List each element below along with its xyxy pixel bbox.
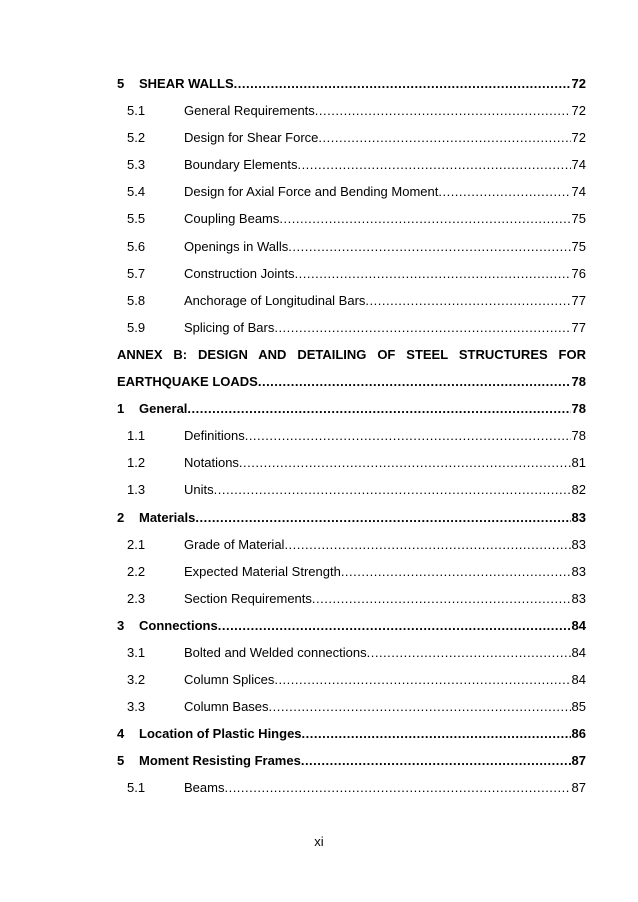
toc-leader-dots [438,178,570,205]
toc-page-number: 78 [571,374,586,390]
toc-leader-dots [258,368,571,395]
toc-annex-heading-continued[interactable] [117,368,586,395]
toc-title: Section Requirements [184,590,312,606]
toc-page-number: 82 [571,482,586,498]
toc-number: 5.4 [127,184,146,200]
toc-leader-dots [315,97,571,124]
toc-page-number: 74 [571,157,586,173]
toc-title: Grade of Material [184,536,285,552]
toc-section-shear-walls[interactable] [117,70,586,97]
toc-leader-dots [274,314,570,341]
toc-title: Beams [184,780,225,796]
toc-leader-dots [284,531,570,558]
toc-leader-dots [224,774,570,801]
toc-number: 5.9 [127,319,146,335]
toc-subsection[interactable] [117,178,586,205]
page-footer-number: xi [314,834,324,849]
toc-number: 5.3 [127,157,146,173]
toc-page-number: 72 [571,76,586,91]
toc-number: 5 [117,753,125,769]
toc-page-number: 83 [571,509,586,525]
toc-leader-dots [279,205,570,232]
toc-number: 3.2 [127,672,146,688]
toc-title: Moment Resisting Frames [139,753,301,769]
toc-subsection[interactable] [117,585,586,612]
toc-page-number: 72 [571,130,586,146]
toc-number: 5.5 [127,211,146,227]
toc-page-number: 84 [571,644,586,660]
toc-title: Design for Shear Force [184,130,319,146]
toc-subsection[interactable] [117,531,586,558]
toc-leader-dots [187,395,570,422]
toc-page-number: 81 [571,455,586,471]
toc-page-number: 76 [571,265,586,281]
toc-number: 2 [117,509,125,525]
toc-number: 1.3 [127,482,146,498]
toc-subsection[interactable] [117,666,586,693]
toc-page-number: 84 [571,617,586,633]
toc-title: Materials [139,509,196,525]
toc-leader-dots [288,233,570,260]
toc-section-moment-frames[interactable] [117,747,586,774]
toc-number: 5 [117,76,125,91]
toc-leader-dots [341,558,571,585]
toc-page-number: 84 [571,672,586,688]
toc-leader-dots [295,260,571,287]
toc-leader-dots [365,287,570,314]
toc-leader-dots [297,151,570,178]
toc-page-number: 78 [571,428,586,444]
toc-title: Coupling Beams [184,211,280,227]
toc-title: EARTHQUAKE LOADS [117,374,258,390]
toc-leader-dots [312,585,571,612]
toc-number: 3.1 [127,644,146,660]
toc-title: Splicing of Bars [184,319,275,335]
toc-subsection[interactable] [117,124,586,151]
toc-subsection[interactable] [117,314,586,341]
toc-leader-dots [274,666,570,693]
toc-subsection[interactable] [117,774,586,801]
toc-number: 5.2 [127,130,146,146]
toc-subsection[interactable] [117,558,586,585]
toc-title: Expected Material Strength [184,563,341,579]
toc-leader-dots [301,747,571,774]
toc-leader-dots [245,422,571,449]
toc-number: 1.1 [127,428,146,444]
toc-number: 5.1 [127,780,146,796]
toc-title: Openings in Walls [184,238,289,254]
toc-subsection[interactable] [117,639,586,666]
toc-page-number: 75 [571,211,586,227]
toc-subsection[interactable] [117,233,586,260]
toc-leader-dots [269,693,571,720]
toc-page-number: 78 [571,401,586,417]
toc-title: Location of Plastic Hinges [139,726,302,742]
toc-subsection[interactable] [117,449,586,476]
toc-subsection[interactable] [117,97,586,124]
toc-number: 5.7 [127,265,146,281]
toc-number: 4 [117,726,125,742]
toc-title: Design for Axial Force and Bending Moment [184,184,439,200]
toc-title: General Requirements [184,103,315,119]
toc-section-connections[interactable] [117,612,586,639]
toc-leader-dots [214,476,571,503]
toc-page-number: 86 [571,726,586,742]
toc-leader-dots [239,449,571,476]
toc-page-number: 72 [571,103,586,119]
toc-page-number: 74 [571,184,586,200]
toc-subsection[interactable] [117,693,586,720]
toc-number: 1 [117,401,125,417]
toc-title: Column Splices [184,672,275,688]
toc-page-number: 87 [571,753,586,769]
toc-page-number: 87 [571,780,586,796]
toc-number: 1.2 [127,455,146,471]
table-of-contents [117,70,586,802]
toc-title: SHEAR WALLS [139,76,234,91]
toc-subsection[interactable] [117,287,586,314]
toc-page-number: 83 [571,536,586,552]
toc-subsection[interactable] [117,422,586,449]
toc-number: 5.8 [127,292,146,308]
toc-subsection[interactable] [117,205,586,232]
toc-title: Connections [139,617,218,633]
toc-title: Anchorage of Longitudinal Bars [184,292,366,308]
toc-subsection[interactable] [117,476,586,503]
toc-number: 5.6 [127,238,146,254]
toc-page-number: 83 [571,590,586,606]
toc-subsection[interactable] [117,260,586,287]
toc-title: Construction Joints [184,265,295,281]
toc-number: 3 [117,617,125,633]
toc-page-number: 77 [571,292,586,308]
toc-leader-dots [234,70,571,97]
toc-title: Units [184,482,214,498]
toc-title: Boundary Elements [184,157,298,173]
toc-annex-heading[interactable]: ANNEX B: DESIGN AND DETAILING OF STEEL STRUCTURES FOR [117,346,586,362]
toc-page-number: 83 [571,563,586,579]
toc-number: 2.1 [127,536,146,552]
toc-page-number: 77 [571,319,586,335]
toc-leader-dots [302,720,571,747]
toc-leader-dots [195,504,570,531]
toc-title: Notations [184,455,239,471]
toc-title: General [139,401,188,417]
toc-title: Column Bases [184,699,269,715]
toc-number: 5.1 [127,103,146,119]
toc-subsection[interactable] [117,151,586,178]
toc-number: 2.2 [127,563,146,579]
toc-page-number: 85 [571,699,586,715]
toc-title: Definitions [184,428,245,444]
toc-section-materials[interactable] [117,504,586,531]
toc-section-plastic-hinges[interactable] [117,720,586,747]
toc-page-number: 75 [571,238,586,254]
toc-number: 3.3 [127,699,146,715]
toc-leader-dots [318,124,570,151]
toc-leader-dots [367,639,571,666]
toc-title: Bolted and Welded connections [184,644,367,660]
toc-section-general[interactable] [117,395,586,422]
toc-number: 2.3 [127,590,146,606]
toc-leader-dots [218,612,571,639]
